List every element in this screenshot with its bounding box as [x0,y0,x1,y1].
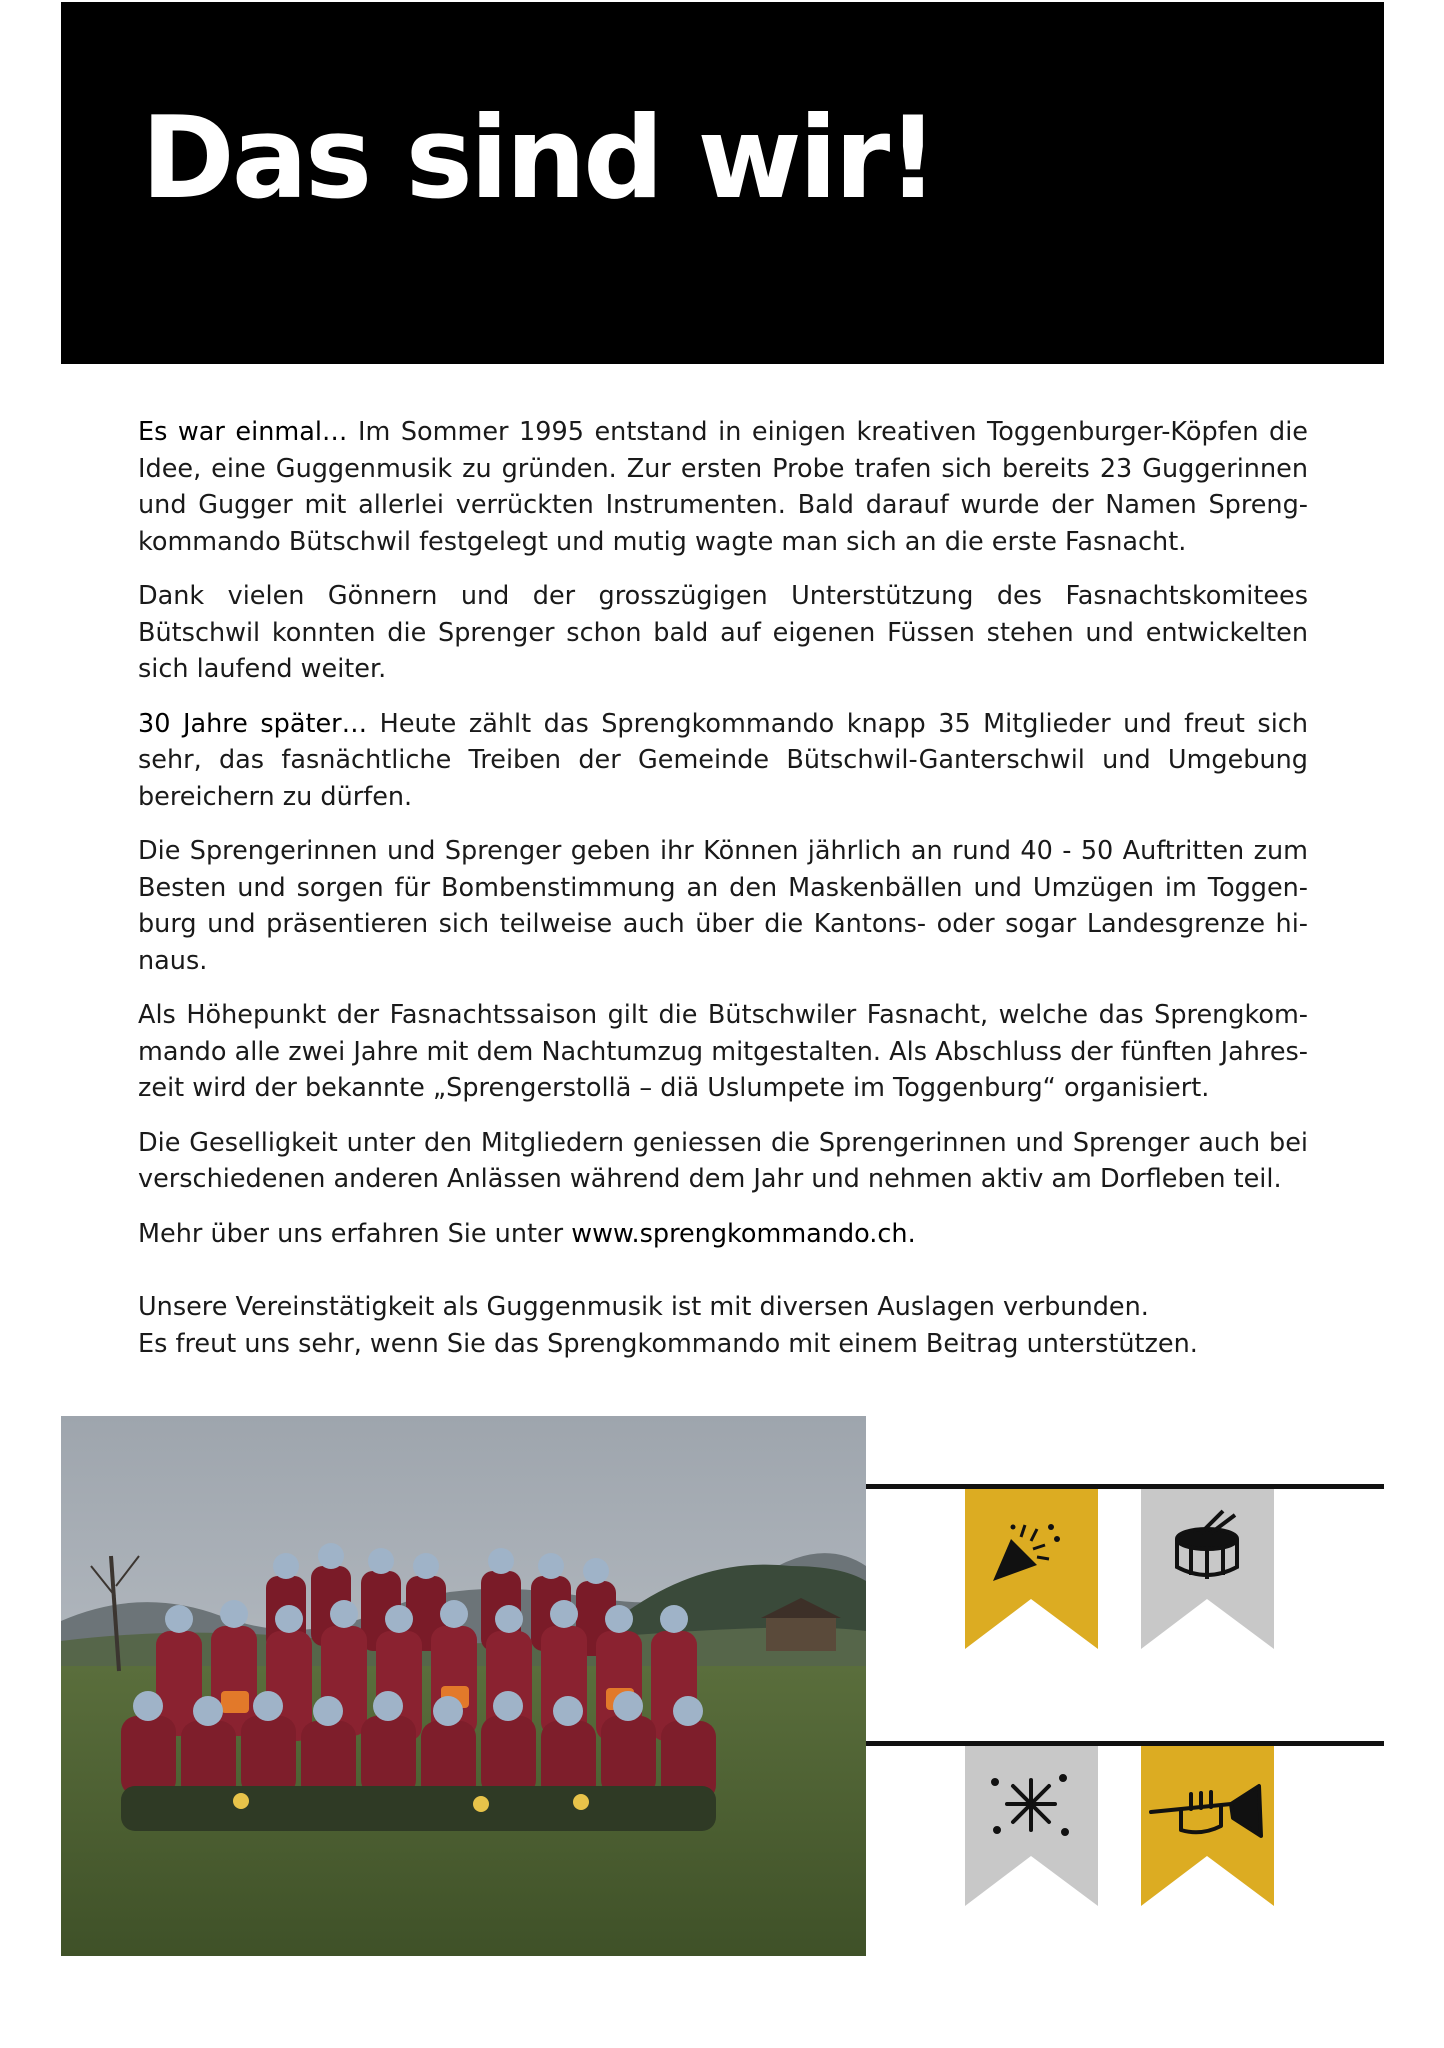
paragraph-support: Dank vielen Gönnern und der grosszügigen Unterstützung des Fasnachtskomitees Bütschwil konnten die Sprenger schon bald auf eigenen Füssen stehen und entwickelten sich laufend weiter. [138,581,1308,684]
lead-phrase: 30 Jahre später… [138,708,368,739]
appeal-line-1: Unsere Vereinstätigkeit als Guggenmusik ist mit diversen Auslagen verbunden. [138,1292,1149,1322]
banner-firework [965,1746,1098,1906]
paragraph-today [138,706,1308,816]
more-info-text: Mehr über uns erfahren Sie unter [138,1218,572,1249]
banner-trumpet [1141,1746,1274,1906]
bunting-string-top [866,1484,1384,1489]
paragraph-performances: Die Sprengerinnen und Sprenger geben ihr Können jährlich an rund 40 - 50 Auftritten zum Besten und sorgen für Bombenstimmung an den Maskenbällen und Umzügen im Toggenburg und präsentieren sich teilweise auch über die Kantons- oder sogar Landesgrenze hinaus. [138,836,1308,976]
banner-drum [1141,1489,1274,1649]
banner-party [965,1489,1098,1649]
paragraph-text: Im Sommer 1995 entstand in einigen kreativen Toggenburger-Köpfen die Idee, eine Guggenmusik zu gründen. Zur ersten Probe trafen sich bereits 23 Guggerinnen und Gugger mit allerlei verrückten Instrumenten. Bald darauf wurde der Namen Sprengkommando Bütschwil festgelegt und mutig wagte man sich an die erste Fasnacht. [138,417,1308,557]
lead-phrase: Es war einmal… [138,417,348,447]
bunting-string-bottom [866,1741,1384,1746]
group-photo [61,1416,866,1956]
paragraph-highlight: Als Höhepunkt der Fasnachtssaison gilt die Bütschwiler Fasnacht, welche das Sprengkommando alle zwei Jahre mit dem Nachtumzug mitgestalten. Als Abschluss der fünften Jahreszeit wird der bekannte „Sprengerstollä – diä Uslumpete im Toggenburg“ organisiert. [138,1000,1308,1103]
paragraph-appeal [138,1289,1308,1362]
page-title: Das sind wir! [141,92,936,224]
paragraph-text: Heute zählt das Sprengkommando knapp 35 Mitglieder und freut sich sehr, das fasnächtliche Treiben der Gemeinde Bütschwil-Ganterschwil und Umgebung bereichern zu dürfen. [138,708,1308,812]
header-banner [61,2,1384,364]
paragraph-intro [138,414,1308,560]
paragraph-community: Die Geselligkeit unter den Mitgliedern geniessen die Sprengerinnen und Sprenger auch bei verschiedenen anderen Anlässen während dem Jahr und nehmen aktiv am Dorfleben teil. [138,1127,1308,1194]
paragraph-more-info [138,1216,1308,1253]
article-body [138,414,1308,1380]
appeal-line-2: Es freut uns sehr, wenn Sie das Sprengkommando mit einem Beitrag unterstützen. [138,1328,1198,1359]
website-link[interactable]: www.sprengkommando.ch. [571,1218,916,1249]
